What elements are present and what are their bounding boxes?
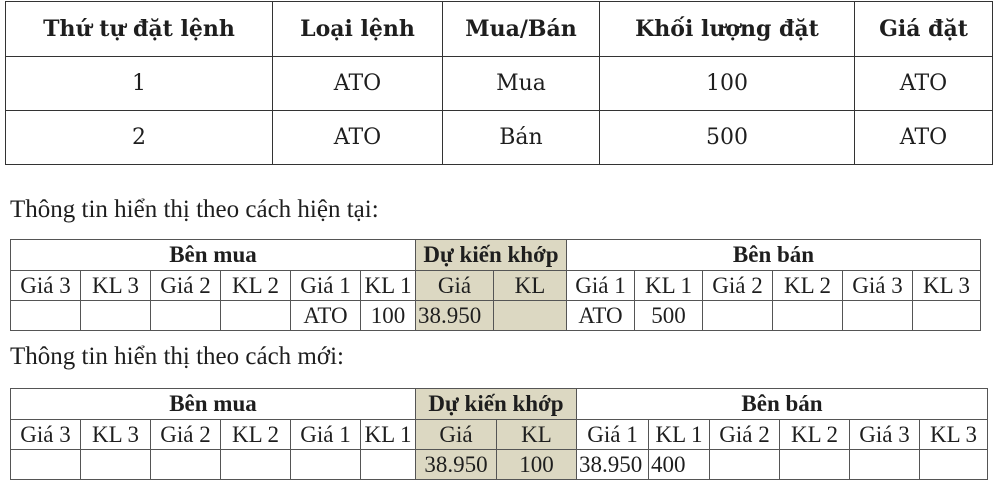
- table-row: [11, 450, 988, 480]
- new-display-caption: Thông tin hiển thị theo cách mới:: [10, 343, 344, 370]
- header-buy-sell: Mua/Bán: [443, 2, 600, 57]
- cell-buy-sell: Bán: [443, 111, 600, 165]
- value-cell: [221, 301, 291, 331]
- value-cell: [843, 301, 913, 331]
- cell-order-type: ATO: [273, 111, 443, 165]
- value-cell: [11, 450, 81, 480]
- table-row: [6, 111, 993, 165]
- value-cell: [81, 301, 151, 331]
- column-header: Giá 3: [11, 420, 81, 450]
- value-cell: [913, 301, 981, 331]
- sell-side-header: Bên bán: [577, 389, 988, 420]
- value-cell: [151, 301, 221, 331]
- column-header: KL 1: [361, 271, 416, 301]
- table-row: [11, 301, 981, 331]
- current-order-book-table: [10, 239, 981, 331]
- column-header: Giá 3: [11, 271, 81, 301]
- column-header: KL 3: [913, 271, 981, 301]
- cell-volume: 100: [600, 57, 855, 111]
- column-header: Giá 2: [710, 420, 780, 450]
- sell-side-header: Bên bán: [567, 240, 981, 271]
- value-cell: [81, 450, 151, 480]
- header-price: Giá đặt: [855, 2, 993, 57]
- column-header: KL 2: [780, 420, 850, 450]
- header-order-sequence: Thứ tự đặt lệnh: [6, 2, 273, 57]
- value-cell: 38.950: [416, 301, 494, 331]
- column-header: KL 2: [221, 271, 291, 301]
- table-row: [6, 57, 993, 111]
- value-cell: 38.950: [416, 450, 497, 480]
- value-cell: [710, 450, 780, 480]
- column-header: Giá 1: [291, 420, 361, 450]
- value-cell: [221, 450, 291, 480]
- column-header: Giá 3: [843, 271, 913, 301]
- column-header: KL 3: [81, 271, 151, 301]
- value-cell: [494, 301, 567, 331]
- column-header: KL 3: [920, 420, 988, 450]
- cell-order-type: ATO: [273, 57, 443, 111]
- value-cell: [703, 301, 773, 331]
- order-table: [5, 1, 993, 165]
- column-header: KL: [497, 420, 577, 450]
- buy-side-header: Bên mua: [11, 389, 416, 420]
- value-cell: ATO: [567, 301, 635, 331]
- group-header-row: [11, 240, 981, 271]
- column-header: Giá 1: [577, 420, 649, 450]
- value-cell: 100: [361, 301, 416, 331]
- column-header: Giá 2: [151, 271, 221, 301]
- value-cell: 38.950: [577, 450, 649, 480]
- column-header: KL: [494, 271, 567, 301]
- value-cell: [780, 450, 850, 480]
- value-cell: [773, 301, 843, 331]
- column-header: Giá 2: [151, 420, 221, 450]
- cell-price: ATO: [855, 57, 993, 111]
- value-cell: [361, 450, 416, 480]
- column-header: KL 2: [221, 420, 291, 450]
- column-header: Giá 3: [850, 420, 920, 450]
- column-header: KL 3: [81, 420, 151, 450]
- new-order-book-table: [10, 388, 988, 480]
- value-cell: 100: [497, 450, 577, 480]
- group-header-row: [11, 389, 988, 420]
- header-volume: Khối lượng đặt: [600, 2, 855, 57]
- order-table-header-row: [6, 2, 993, 57]
- column-header: KL 1: [635, 271, 703, 301]
- cell-volume: 500: [600, 111, 855, 165]
- column-header: Giá 1: [567, 271, 635, 301]
- value-cell: [11, 301, 81, 331]
- value-cell: [920, 450, 988, 480]
- column-header: Giá 1: [291, 271, 361, 301]
- value-cell: ATO: [291, 301, 361, 331]
- expected-match-header: Dự kiến khớp: [416, 240, 567, 271]
- column-header: Giá: [416, 271, 494, 301]
- cell-price: ATO: [855, 111, 993, 165]
- value-cell: 400: [649, 450, 710, 480]
- column-header: Giá: [416, 420, 497, 450]
- expected-match-header: Dự kiến khớp: [416, 389, 577, 420]
- column-header: Giá 2: [703, 271, 773, 301]
- cell-order-sequence: 1: [6, 57, 273, 111]
- column-header: KL 1: [361, 420, 416, 450]
- value-cell: [291, 450, 361, 480]
- column-header-row: [11, 420, 988, 450]
- column-header-row: [11, 271, 981, 301]
- cell-buy-sell: Mua: [443, 57, 600, 111]
- header-order-type: Loại lệnh: [273, 2, 443, 57]
- cell-order-sequence: 2: [6, 111, 273, 165]
- buy-side-header: Bên mua: [11, 240, 416, 271]
- value-cell: [151, 450, 221, 480]
- value-cell: 500: [635, 301, 703, 331]
- column-header: KL 2: [773, 271, 843, 301]
- value-cell: [850, 450, 920, 480]
- column-header: KL 1: [649, 420, 710, 450]
- current-display-caption: Thông tin hiển thị theo cách hiện tại:: [10, 196, 379, 223]
